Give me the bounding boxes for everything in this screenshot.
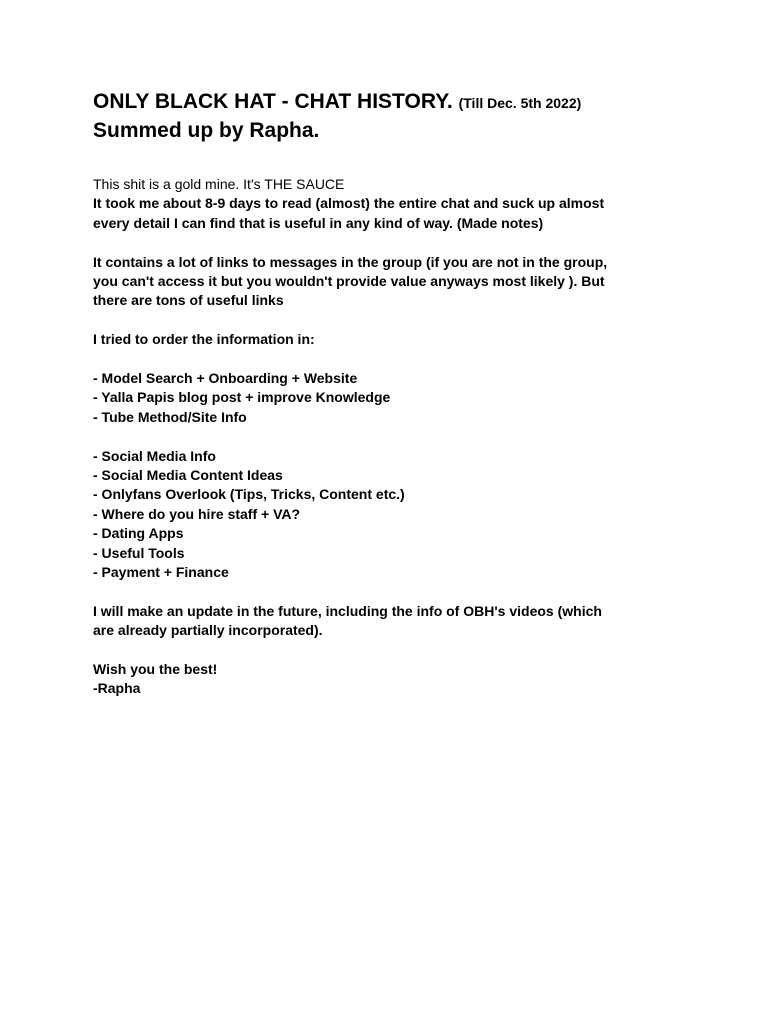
- title-date-note: (Till Dec. 5th 2022): [458, 95, 582, 111]
- intro-line: every detail I can find that is useful in any kind of way. (Made notes): [93, 214, 544, 231]
- list-item: - Model Search + Onboarding + Website: [93, 370, 358, 387]
- intro-paragraph: [93, 175, 673, 233]
- topic-list-2: [93, 447, 673, 583]
- intro-line: This shit is a gold mine. It's THE SAUCE: [93, 176, 345, 192]
- document-subtitle: Summed up by Rapha.: [93, 119, 320, 142]
- signoff: [93, 660, 673, 699]
- list-item: - Payment + Finance: [93, 564, 229, 581]
- links-paragraph: [93, 253, 673, 311]
- links-line: there are tons of useful links: [93, 292, 284, 309]
- signoff-name: -Rapha: [93, 680, 141, 697]
- document-title: [93, 88, 673, 117]
- list-item: - Where do you hire staff + VA?: [93, 505, 301, 522]
- update-paragraph: [93, 602, 673, 641]
- links-line: you can't access it but you wouldn't provide value anyways most likely ). But: [93, 273, 605, 290]
- list-item: - Dating Apps: [93, 525, 184, 542]
- list-item: - Tube Method/Site Info: [93, 408, 247, 425]
- update-line: I will make an update in the future, including the info of OBH's videos (which: [93, 602, 602, 619]
- update-line: are already partially incorporated).: [93, 622, 323, 639]
- document-body: [93, 175, 673, 699]
- title-main: ONLY BLACK HAT - CHAT HISTORY.: [93, 90, 453, 113]
- signoff-line: Wish you the best!: [93, 661, 218, 678]
- list-item: - Social Media Content Ideas: [93, 467, 283, 484]
- intro-line: It took me about 8-9 days to read (almost) the entire chat and suck up almost: [93, 195, 605, 212]
- list-item: - Useful Tools: [93, 544, 185, 561]
- links-line: It contains a lot of links to messages in the group (if you are not in the group,: [93, 253, 608, 270]
- list-item: - Social Media Info: [93, 447, 216, 464]
- list-item: - Yalla Papis blog post + improve Knowledge: [93, 389, 391, 406]
- topic-list-1: [93, 369, 673, 427]
- document-page: [93, 88, 673, 718]
- document-header: [93, 88, 673, 145]
- list-item: - Onlyfans Overlook (Tips, Tricks, Content etc.): [93, 486, 405, 503]
- order-intro: I tried to order the information in:: [93, 331, 315, 348]
